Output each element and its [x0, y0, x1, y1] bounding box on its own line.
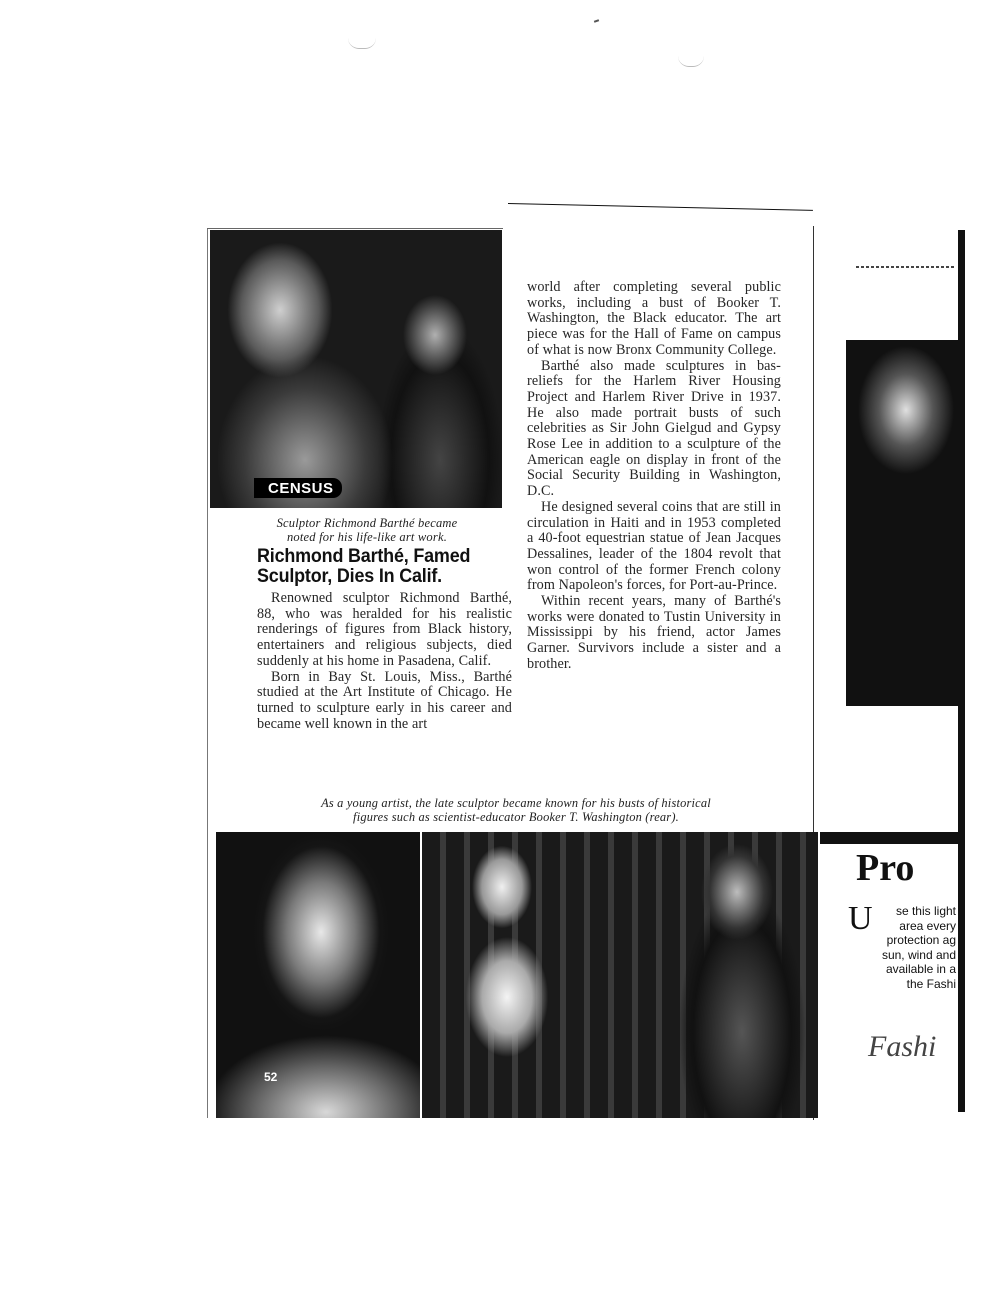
young-barthe-portrait-photo: [216, 832, 420, 1118]
bottom-photos-caption: [222, 796, 810, 824]
top-photo-caption: [214, 516, 520, 544]
sculptor-with-bust-photo: [210, 230, 502, 508]
ad-line-6: the Fashi: [906, 976, 956, 991]
top-caption-line-2: noted for his life-like art work.: [286, 530, 448, 544]
adjacent-ad-bar: [820, 832, 958, 844]
adjacent-page-edge: [958, 230, 965, 1112]
col1-paragraph-1: Renowned sculptor Richmond Barthé, 88, who was heralded for his realistic renderings of figures from Black history, entertainers and religious subjects, died suddenly at his home in Pasadena, Calif.: [257, 590, 512, 669]
col1-paragraph-2: Born in Bay St. Louis, Miss., Barthé studied at the Art Institute of Chicago. He turned to sculpture early in his career and became well known in the art: [257, 668, 512, 732]
headline-line-1: Richmond Barthé, Famed: [257, 545, 471, 567]
bottom-caption-line-1: As a young artist, the late sculptor became known for his busts of historical: [321, 796, 711, 810]
ad-line-3: protection ag: [886, 933, 956, 947]
adjacent-ad-headline: Pro: [856, 847, 915, 889]
ad-line-2: area every: [899, 918, 956, 933]
studio-with-busts-photo: [422, 832, 818, 1118]
ad-line-5: available in a: [885, 962, 956, 976]
adjacent-ad-copy: [852, 904, 956, 991]
article-column-2: [527, 280, 781, 673]
adjacent-page-header: [856, 266, 956, 268]
ad-line-4: sun, wind and: [881, 947, 956, 962]
col2-paragraph-4: Within recent years, many of Barthé's works were donated to Tustin University in Mississippi by his friend, actor James Garner. Survivors include a sister and a brother.: [527, 593, 781, 672]
bottom-caption-line-2: figures such as scientist-educator Booker T. Washington (rear).: [353, 810, 679, 824]
adjacent-ad-script-logo: Fashi: [868, 1030, 937, 1063]
article-headline: [257, 546, 524, 586]
clipping-top-rule: [508, 203, 813, 211]
scan-mark-right: [678, 56, 704, 67]
scan-mark-left: [348, 38, 376, 49]
col2-paragraph-1: world after completing several public works, including a bust of Booker T. Washington, the Black educator. The art piece was for the Hall of Fame on campus of what is now Bronx Community College.: [527, 279, 781, 358]
page-number: 52: [264, 1070, 278, 1084]
top-caption-line-1: Sculptor Richmond Barthé became: [276, 516, 458, 530]
clipping-left-rule: [207, 228, 208, 1118]
adjacent-ad-hair-photo: [846, 340, 958, 706]
headline-line-2: Sculptor, Dies In Calif.: [257, 565, 442, 587]
clipping-top-left-rule: [207, 228, 503, 229]
article-column-1: [257, 591, 512, 732]
adjacent-ad-drop-cap: U: [848, 900, 873, 937]
ad-line-1: se this light: [895, 904, 956, 918]
scan-dot: [594, 19, 599, 23]
col2-paragraph-2: Barthé also made sculptures in bas-reliefs for the Harlem River Housing Project and Harlem River Drive in 1937. He also made portrait busts of such celebrities as Sir John Gielgud and Gypsy Rose Lee in addition to a sculpture of the American eagle on display in front of the Social Security Building in Washington, D.C.: [527, 357, 781, 500]
col2-paragraph-3: He designed several coins that are still in circulation in Haiti and in 1953 completed a 40-foot equestrian statue of Jean Jacques Dessalines, leader of the 1804 revolt that won control of the former French colony from Napoleon's forces, for Port-au-Prince.: [527, 498, 781, 594]
census-tag: CENSUS: [254, 478, 342, 498]
